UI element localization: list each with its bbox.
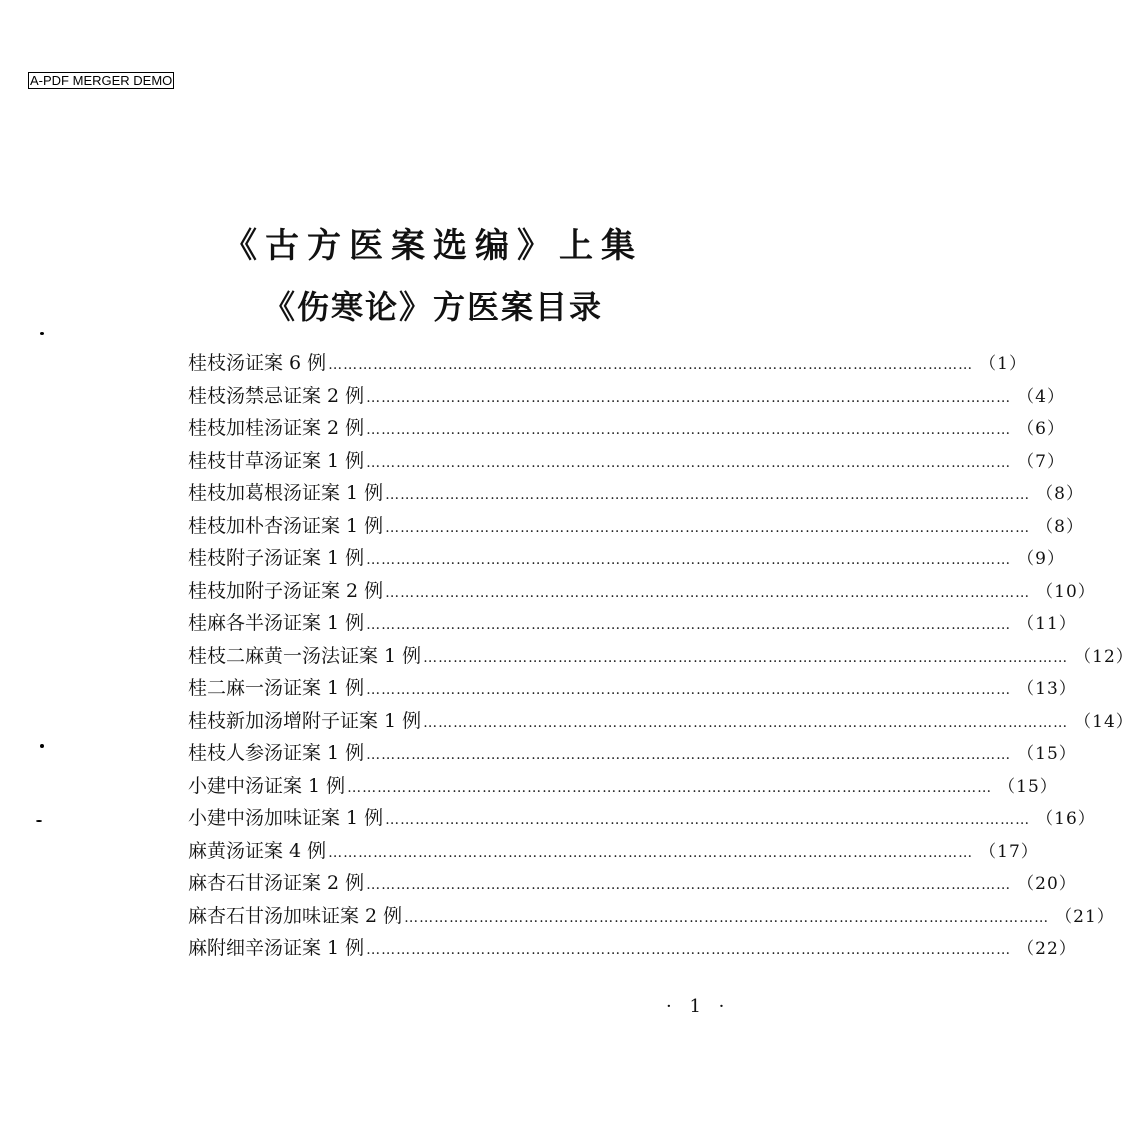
toc-leader-dots: ………………………………………………………………………………………………………………… xyxy=(385,584,1031,601)
toc-entry xyxy=(188,803,1096,836)
toc-entry-page: （6） xyxy=(1017,419,1065,439)
toc-entry xyxy=(188,933,1077,966)
toc-title: 《伤寒论》方医案目录 xyxy=(262,288,603,326)
toc-leader-dots: ………………………………………………………………………………………………………………… xyxy=(366,422,1012,438)
toc-leader-dots: ………………………………………………………………………………………………………………… xyxy=(366,552,1012,568)
toc-leader-dots: ………………………………………………………………………………………………………………… xyxy=(366,942,1012,958)
toc-entry-page: （8） xyxy=(1036,484,1084,504)
toc-entry-page: （15） xyxy=(998,776,1058,797)
toc-entry-title: 桂枝附子汤证案 1 例 xyxy=(188,547,365,569)
toc-entry-page: （9） xyxy=(1017,549,1065,569)
toc-leader-dots: ………………………………………………………………………………………………………………… xyxy=(366,617,1012,633)
toc-entry-page: （20） xyxy=(1017,874,1077,894)
toc-leader-dots: ………………………………………………………………………………………………………………… xyxy=(385,812,1031,828)
toc-leader-dots: ………………………………………………………………………………………………………………… xyxy=(366,389,1012,406)
toc-entry-page: （21） xyxy=(1055,906,1115,927)
toc-leader-dots: ………………………………………………………………………………………………………………… xyxy=(385,519,1031,536)
page-number: · 1 · xyxy=(666,996,731,1017)
toc-entry-page: （13） xyxy=(1017,679,1077,699)
toc-entry xyxy=(188,478,1084,511)
toc-entry-title: 桂麻各半汤证案 1 例 xyxy=(188,612,365,634)
toc-entry-title: 麻黄汤证案 4 例 xyxy=(188,839,327,862)
toc-entry-title: 桂枝二麻黄一汤法证案 1 例 xyxy=(188,644,422,667)
toc-entry-title: 小建中汤加味证案 1 例 xyxy=(188,807,384,829)
toc-entry-page: （10） xyxy=(1036,581,1096,602)
toc-leader-dots: ………………………………………………………………………………………………………………… xyxy=(366,454,1012,471)
toc-leader-dots: ………………………………………………………………………………………………………………… xyxy=(328,357,974,373)
toc-entry-page: （8） xyxy=(1036,516,1084,537)
toc-entry-title: 桂枝加附子汤证案 2 例 xyxy=(188,579,384,602)
toc-entry-title: 桂枝加桂汤证案 2 例 xyxy=(188,417,365,439)
toc-leader-dots: ………………………………………………………………………………………………………………… xyxy=(423,649,1069,666)
toc-leader-dots: ………………………………………………………………………………………………………………… xyxy=(423,714,1069,731)
toc-entry-page: （7） xyxy=(1017,451,1065,472)
toc-entry xyxy=(188,381,1065,414)
toc-entry xyxy=(188,511,1084,544)
toc-entry-page: （4） xyxy=(1017,386,1065,407)
scan-speck xyxy=(36,820,42,822)
toc-entry-page: （15） xyxy=(1017,744,1077,764)
toc-entry-title: 桂枝加朴杏汤证案 1 例 xyxy=(188,514,384,537)
toc-entry-title: 桂枝新加汤增附子证案 1 例 xyxy=(188,709,422,732)
toc-entry xyxy=(188,543,1065,576)
toc-entry-title: 麻杏石甘汤证案 2 例 xyxy=(188,872,365,894)
scan-speck xyxy=(40,744,44,748)
toc-entry xyxy=(188,673,1077,706)
toc-entry-page: （17） xyxy=(979,841,1039,862)
toc-entry xyxy=(188,446,1065,479)
toc-entry xyxy=(188,608,1077,641)
toc-entry xyxy=(188,901,1115,934)
toc-entry-page: （1） xyxy=(979,354,1027,374)
toc-entry-title: 小建中汤证案 1 例 xyxy=(188,774,346,797)
toc-entry-title: 桂二麻一汤证案 1 例 xyxy=(188,677,365,699)
toc-entry-page: （14） xyxy=(1074,711,1134,732)
toc-entry-title: 桂枝加葛根汤证案 1 例 xyxy=(188,482,384,504)
toc-entry-title: 桂枝甘草汤证案 1 例 xyxy=(188,449,365,472)
toc-entry-title: 桂枝汤禁忌证案 2 例 xyxy=(188,384,365,407)
toc-leader-dots: ………………………………………………………………………………………………………………… xyxy=(404,909,1050,926)
toc-leader-dots: ………………………………………………………………………………………………………………… xyxy=(385,487,1031,503)
toc-entry-title: 麻杏石甘汤加味证案 2 例 xyxy=(188,904,403,927)
toc-leader-dots: ………………………………………………………………………………………………………………… xyxy=(328,844,974,861)
toc-entry-page: （11） xyxy=(1017,614,1077,634)
toc-entry-title: 桂枝人参汤证案 1 例 xyxy=(188,742,365,764)
toc-entry xyxy=(188,771,1058,804)
toc-leader-dots: ………………………………………………………………………………………………………………… xyxy=(366,747,1012,763)
book-title: 《古方医案选编》上集 xyxy=(223,226,643,266)
toc-entry xyxy=(188,576,1096,609)
toc-entry-page: （12） xyxy=(1074,646,1134,667)
toc-entry xyxy=(188,641,1134,674)
scan-speck xyxy=(40,332,44,335)
toc-leader-dots: ………………………………………………………………………………………………………………… xyxy=(347,779,993,796)
toc-entry xyxy=(188,868,1077,901)
toc-entry xyxy=(188,836,1039,869)
toc-entry-page: （16） xyxy=(1036,809,1096,829)
toc-entry xyxy=(188,413,1065,446)
toc-entry-title: 桂枝汤证案 6 例 xyxy=(188,352,327,374)
toc-entry xyxy=(188,706,1134,739)
toc-entry-page: （22） xyxy=(1017,939,1077,959)
watermark-label: A-PDF MERGER DEMO xyxy=(30,73,173,88)
toc-entry xyxy=(188,348,1027,381)
toc-entry-title: 麻附细辛汤证案 1 例 xyxy=(188,937,365,959)
toc-entry xyxy=(188,738,1077,771)
table-of-contents xyxy=(188,348,1134,966)
toc-leader-dots: ………………………………………………………………………………………………………………… xyxy=(366,877,1012,893)
toc-leader-dots: ………………………………………………………………………………………………………………… xyxy=(366,682,1012,698)
